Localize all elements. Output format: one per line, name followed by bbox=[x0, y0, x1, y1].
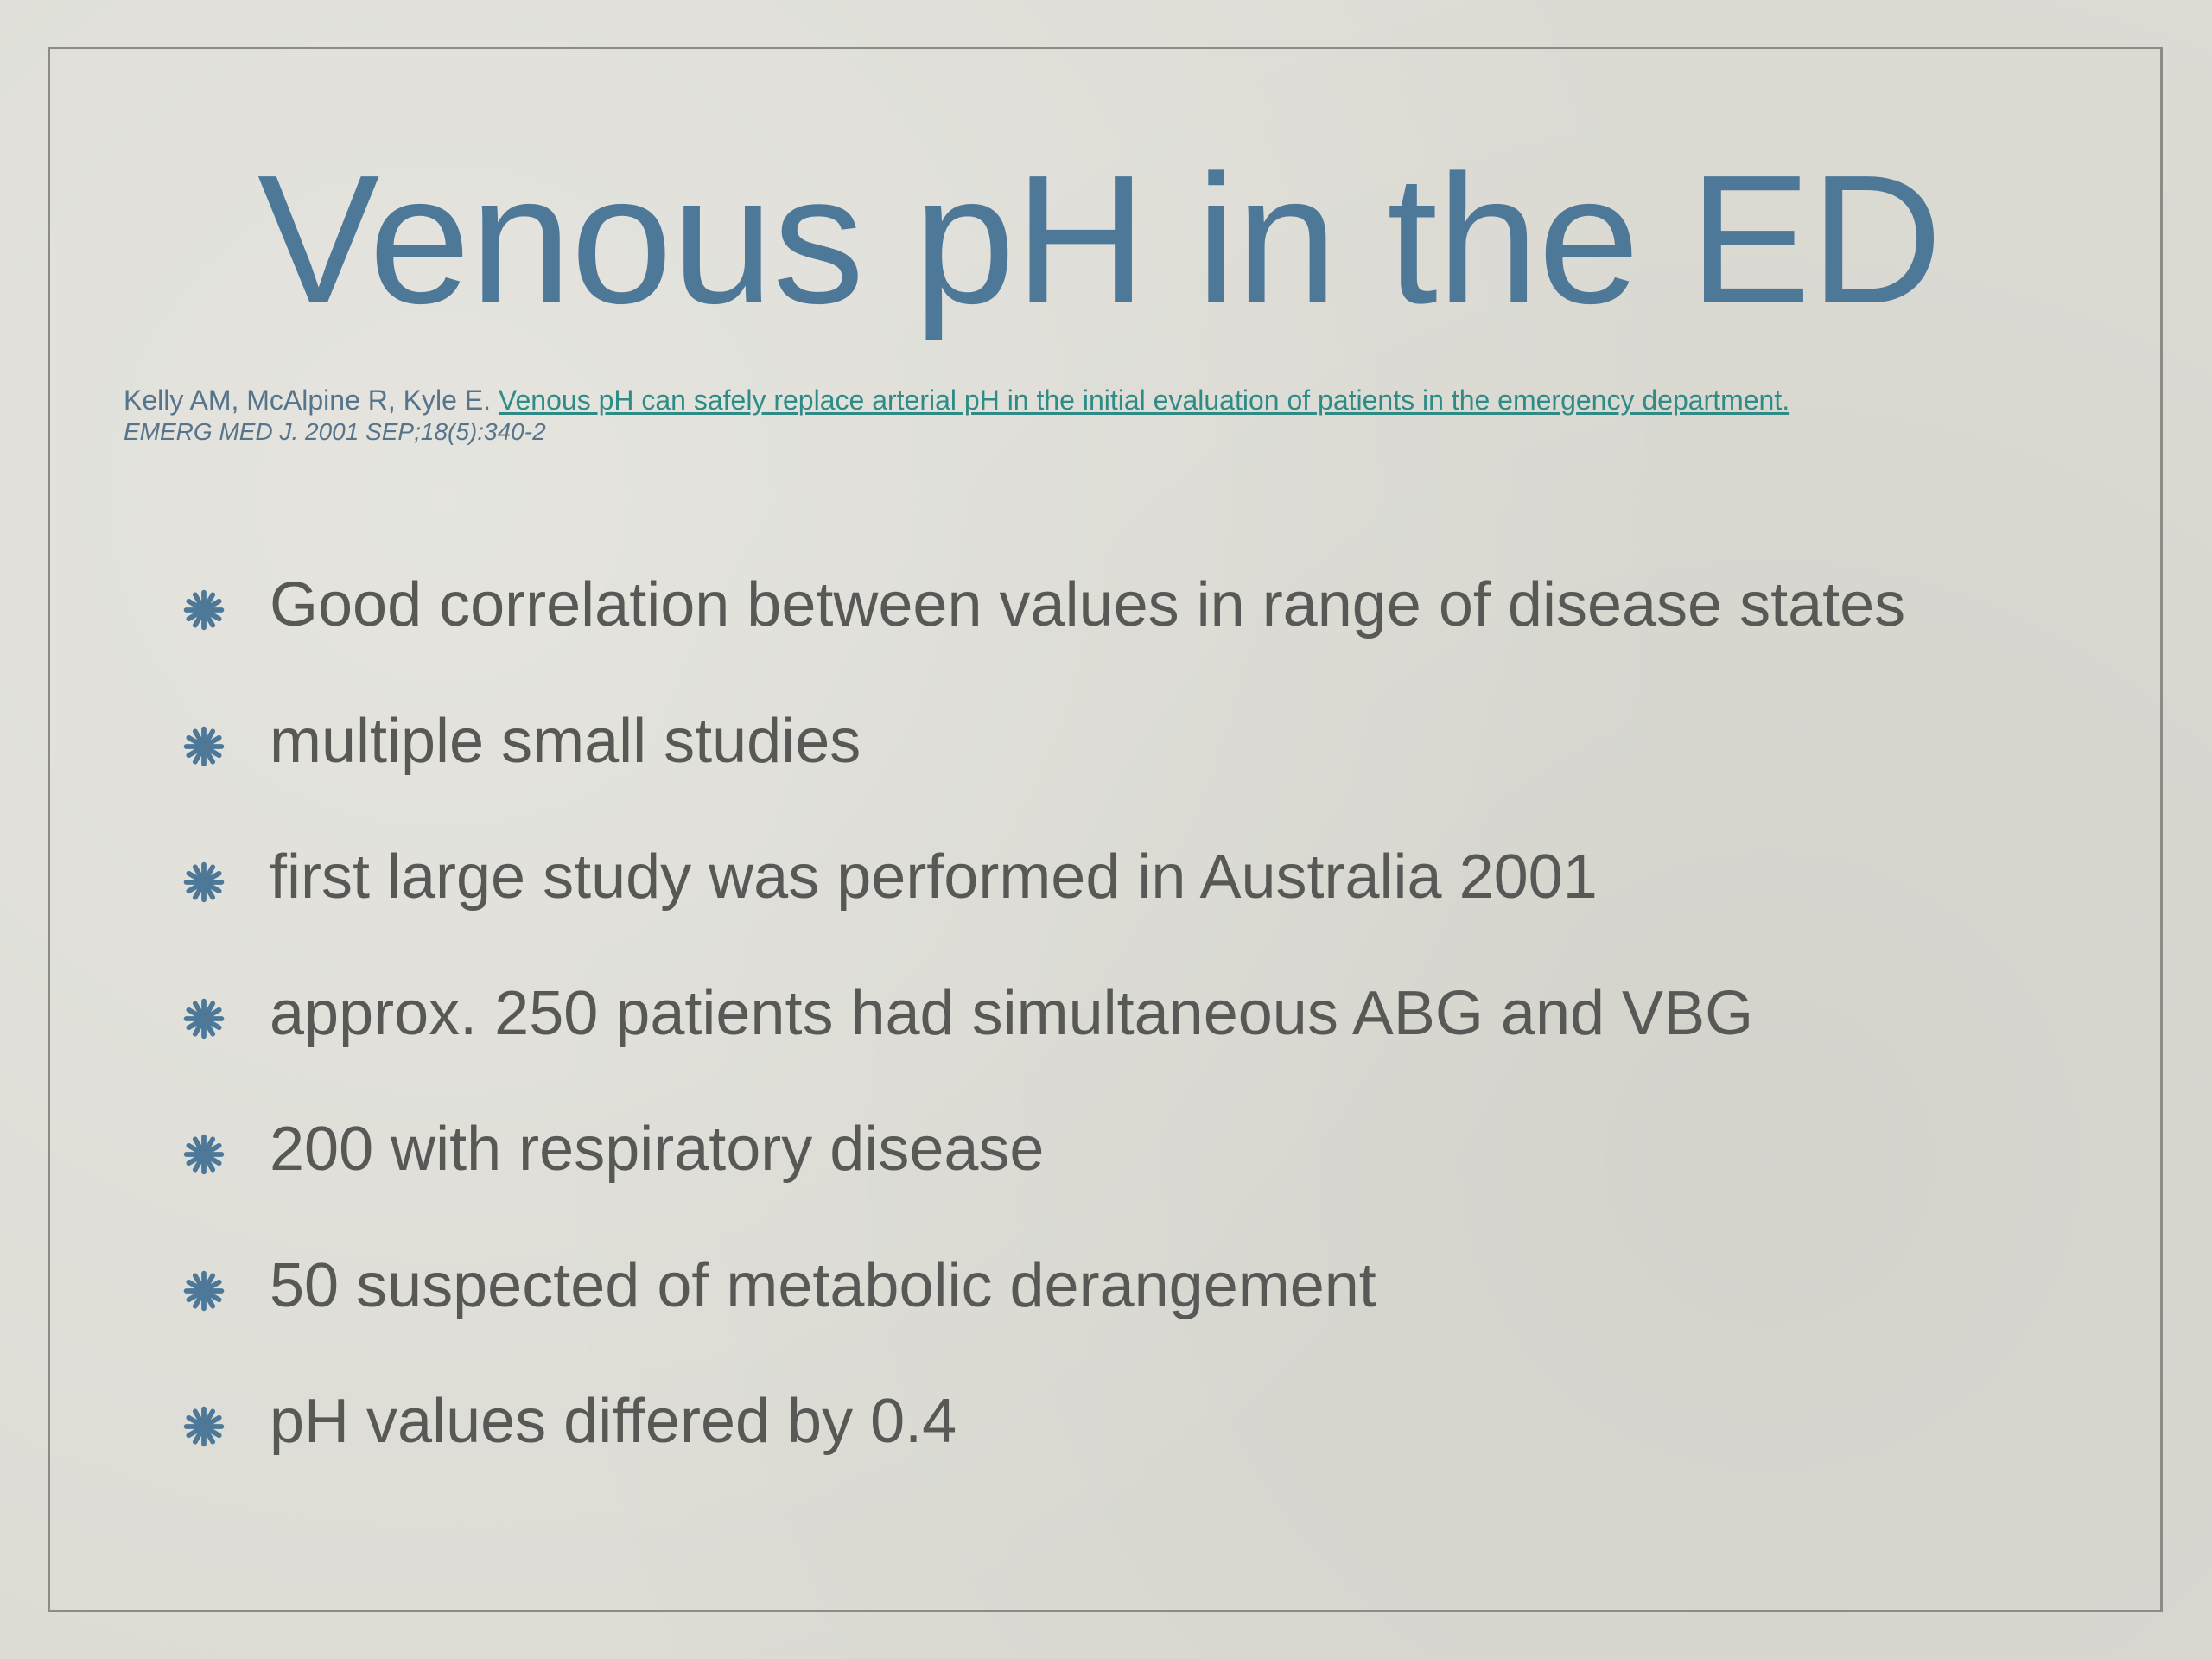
bullet-item bbox=[183, 1378, 1905, 1515]
citation bbox=[124, 383, 1789, 448]
asterisk-burst-icon bbox=[183, 998, 225, 1039]
citation-article-link[interactable]: Venous pH can safely replace arterial pH in the initial evaluation of patients in the emergency department. bbox=[498, 385, 1790, 416]
bullet-item bbox=[183, 1243, 1905, 1379]
bullet-item bbox=[183, 834, 1905, 970]
asterisk-burst-icon bbox=[183, 1406, 225, 1447]
bullet-text: 200 with respiratory disease bbox=[270, 1115, 1045, 1184]
bullet-text: pH values differed by 0.4 bbox=[270, 1387, 957, 1456]
bullet-item bbox=[183, 1106, 1905, 1243]
asterisk-burst-icon bbox=[183, 1270, 225, 1312]
asterisk-burst-icon bbox=[183, 589, 225, 631]
citation-journal: EMERG MED J. 2001 SEP;18(5):340-2 bbox=[124, 418, 546, 445]
bullet-text: multiple small studies bbox=[270, 706, 861, 776]
bullet-text: first large study was performed in Australia 2001 bbox=[270, 842, 1598, 912]
asterisk-burst-icon bbox=[183, 1134, 225, 1175]
bullet-text: Good correlation between values in range of disease states bbox=[270, 570, 1906, 639]
asterisk-burst-icon bbox=[183, 726, 225, 767]
bullet-item bbox=[183, 970, 1905, 1107]
bullet-item bbox=[183, 698, 1905, 835]
citation-authors: Kelly AM, McAlpine R, Kyle E. bbox=[124, 385, 499, 416]
bullet-text: approx. 250 patients had simultaneous ABG and VBG bbox=[270, 978, 1754, 1048]
bullet-text: 50 suspected of metabolic derangement bbox=[270, 1250, 1376, 1320]
asterisk-burst-icon bbox=[183, 861, 225, 903]
bullet-item bbox=[183, 562, 1905, 698]
slide-title: Venous pH in the ED bbox=[257, 137, 1942, 341]
bullet-list bbox=[183, 562, 1905, 1515]
